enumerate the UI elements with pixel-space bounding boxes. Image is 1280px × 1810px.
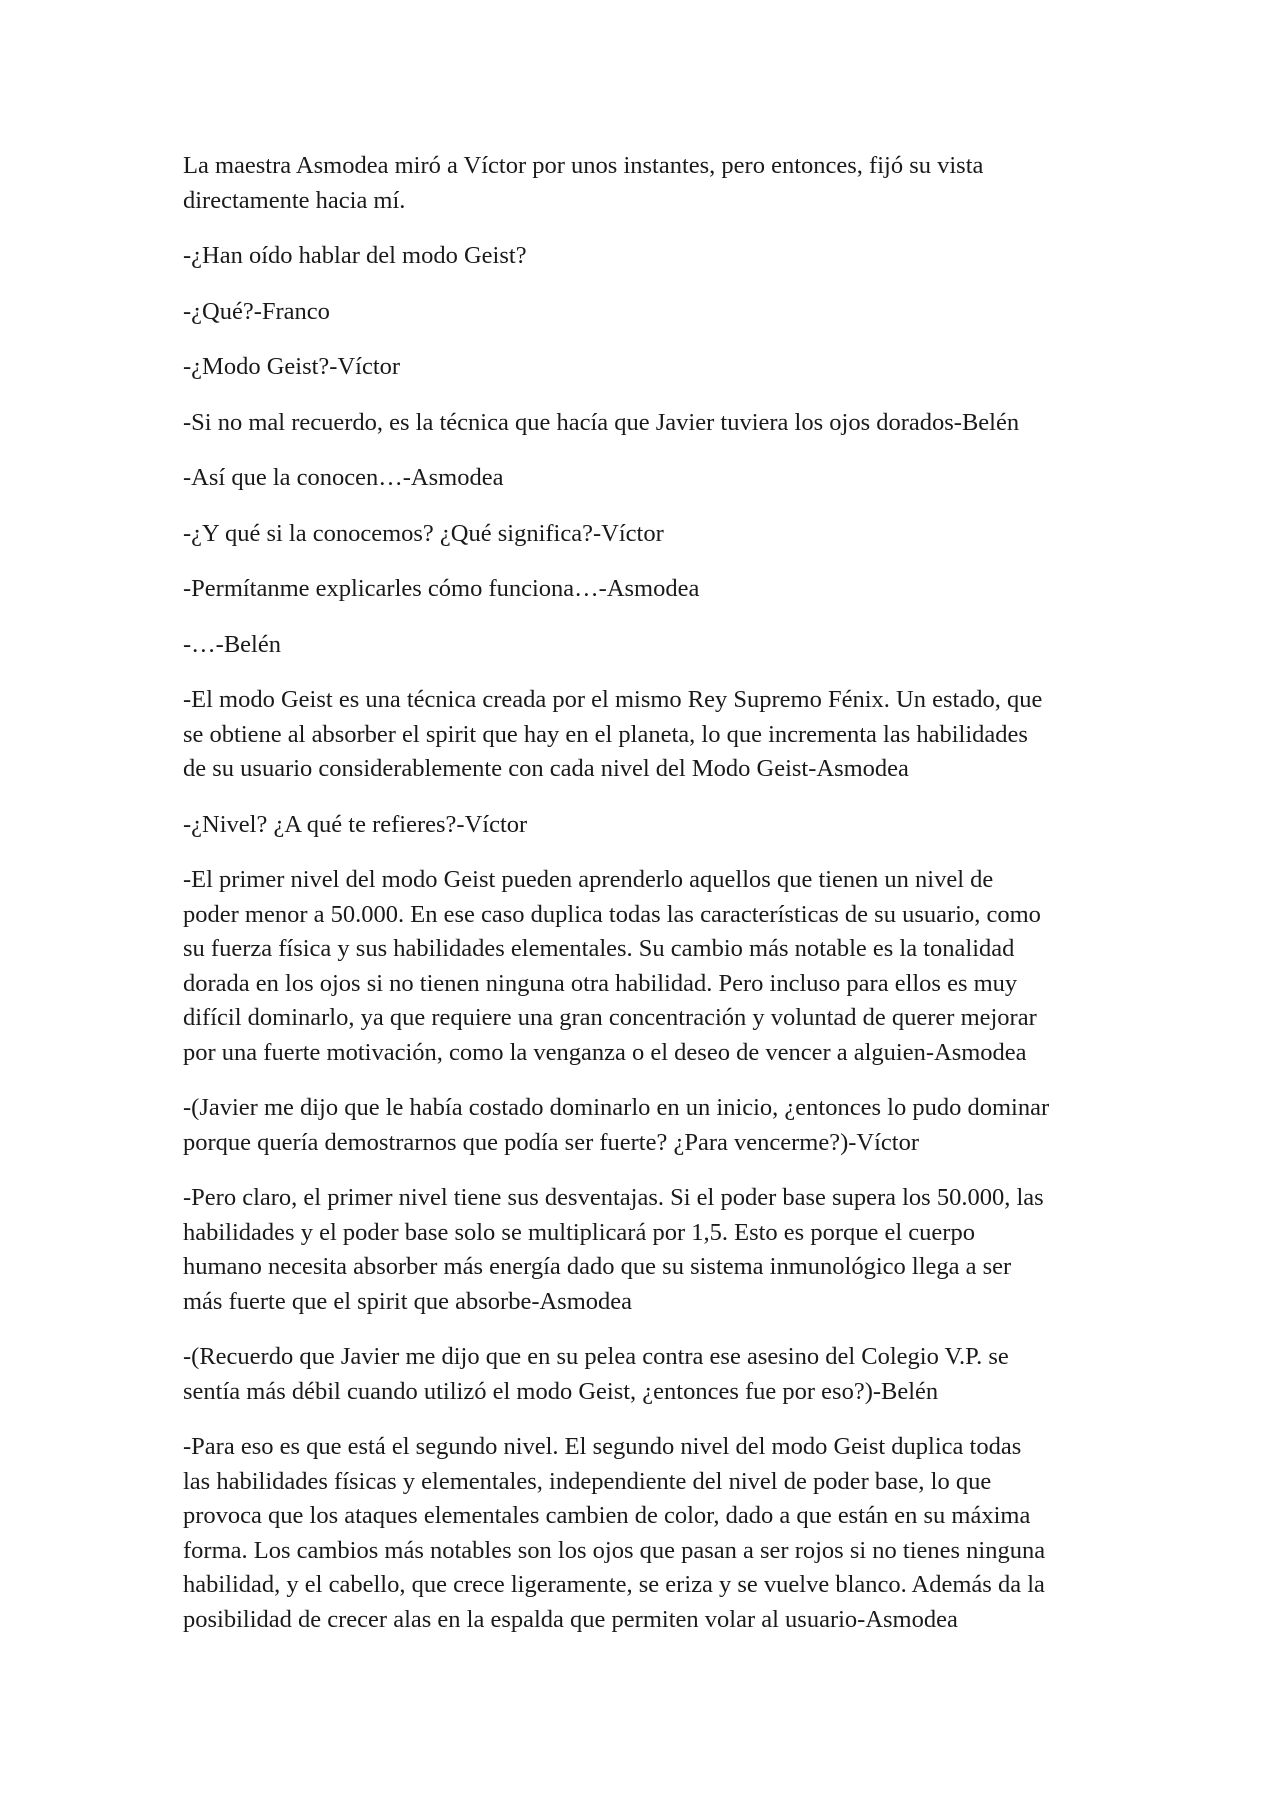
paragraph — [183, 406, 1103, 441]
text-line: -(Javier me dijo que le había costado dominarlo en un inicio, ¿entonces lo pudo dominar — [183, 1094, 1050, 1121]
text-line: -¿Y qué si la conocemos? ¿Qué significa?-Víctor — [183, 519, 664, 547]
paragraph — [183, 295, 1103, 330]
text-line: su fuerza física y sus habilidades elementales. Su cambio más notable es la tonalidad — [183, 935, 1015, 962]
text-line: poder menor a 50.000. En ese caso duplica todas las características de su usuario, como — [183, 900, 1041, 928]
paragraph — [183, 1091, 1103, 1160]
text-line: habilidad, y el cabello, que crece ligeramente, se eriza y se vuelve blanco. Además da la — [183, 1571, 1045, 1598]
paragraph — [183, 863, 1103, 1070]
text-line: posibilidad de crecer alas en la espalda que permiten volar al usuario-Asmodea — [183, 1605, 958, 1633]
text-line: -¿Qué?-Franco — [183, 297, 330, 325]
paragraph — [183, 517, 1103, 552]
text-line: más fuerte que el spirit que absorbe-Asmodea — [183, 1287, 633, 1315]
text-line: -El primer nivel del modo Geist pueden aprenderlo aquellos que tienen un nivel de — [183, 866, 994, 893]
text-line: -…-Belén — [183, 630, 281, 658]
paragraph — [183, 239, 1103, 274]
paragraph — [183, 572, 1103, 607]
text-line: directamente hacia mí. — [183, 186, 406, 214]
text-line: porque quería demostrarnos que podía ser fuerte? ¿Para vencerme?)-Víctor — [183, 1128, 920, 1156]
text-line: por una fuerte motivación, como la venganza o el deseo de vencer a alguien-Asmodea — [183, 1038, 1027, 1066]
paragraph — [183, 1181, 1103, 1319]
paragraph — [183, 350, 1103, 385]
text-line: habilidades y el poder base solo se multiplicará por 1,5. Esto es porque el cuerpo — [183, 1218, 975, 1246]
text-line: se obtiene al absorber el spirit que hay en el planeta, lo que incrementa las habilidades — [183, 720, 1028, 748]
text-line: -Para eso es que está el segundo nivel. El segundo nivel del modo Geist duplica todas — [183, 1433, 1022, 1460]
paragraph — [183, 628, 1103, 663]
paragraph — [183, 683, 1103, 787]
paragraph — [183, 1430, 1103, 1637]
text-line: las habilidades físicas y elementales, independiente del nivel de poder base, lo que — [183, 1467, 992, 1495]
paragraph — [183, 808, 1103, 843]
text-line: La maestra Asmodea miró a Víctor por unos instantes, pero entonces, fijó su vista — [183, 152, 984, 179]
text-line: -Pero claro, el primer nivel tiene sus desventajas. Si el poder base supera los 50.000, las — [183, 1184, 1044, 1211]
text-line: provoca que los ataques elementales cambien de color, dado a que están en su máxima — [183, 1502, 1031, 1529]
text-line: -¿Modo Geist?-Víctor — [183, 353, 401, 380]
text-line: -¿Nivel? ¿A qué te refieres?-Víctor — [183, 810, 528, 838]
paragraph — [183, 461, 1103, 496]
text-line: sentía más débil cuando utilizó el modo Geist, ¿entonces fue por eso?)-Belén — [183, 1377, 939, 1405]
text-line: -El modo Geist es una técnica creada por el mismo Rey Supremo Fénix. Un estado, que — [183, 686, 1043, 713]
text-line: dorada en los ojos si no tienen ninguna otra habilidad. Pero incluso para ellos es muy — [183, 969, 1018, 997]
text-line: -¿Han oído hablar del modo Geist? — [183, 242, 527, 269]
text-line: -Permítanme explicarles cómo funciona…-Asmodea — [183, 575, 700, 602]
text-line: humano necesita absorber más energía dado que su sistema inmunológico llega a ser — [183, 1253, 1012, 1280]
text-line: forma. Los cambios más notables son los ojos que pasan a ser rojos si no tienes ninguna — [183, 1536, 1046, 1564]
paragraph — [183, 149, 1103, 218]
paragraph — [183, 1340, 1103, 1409]
text-line: difícil dominarlo, ya que requiere una gran concentración y voluntad de querer mejorar — [183, 1004, 1037, 1031]
text-line: -Así que la conocen…-Asmodea — [183, 464, 504, 491]
text-line: -(Recuerdo que Javier me dijo que en su pelea contra ese asesino del Colegio V.P. se — [183, 1343, 1009, 1370]
text-line: de su usuario considerablemente con cada nivel del Modo Geist-Asmodea — [183, 755, 909, 782]
document-page — [183, 149, 1103, 1658]
text-line: -Si no mal recuerdo, es la técnica que hacía que Javier tuviera los ojos dorados-Belén — [183, 408, 1020, 436]
